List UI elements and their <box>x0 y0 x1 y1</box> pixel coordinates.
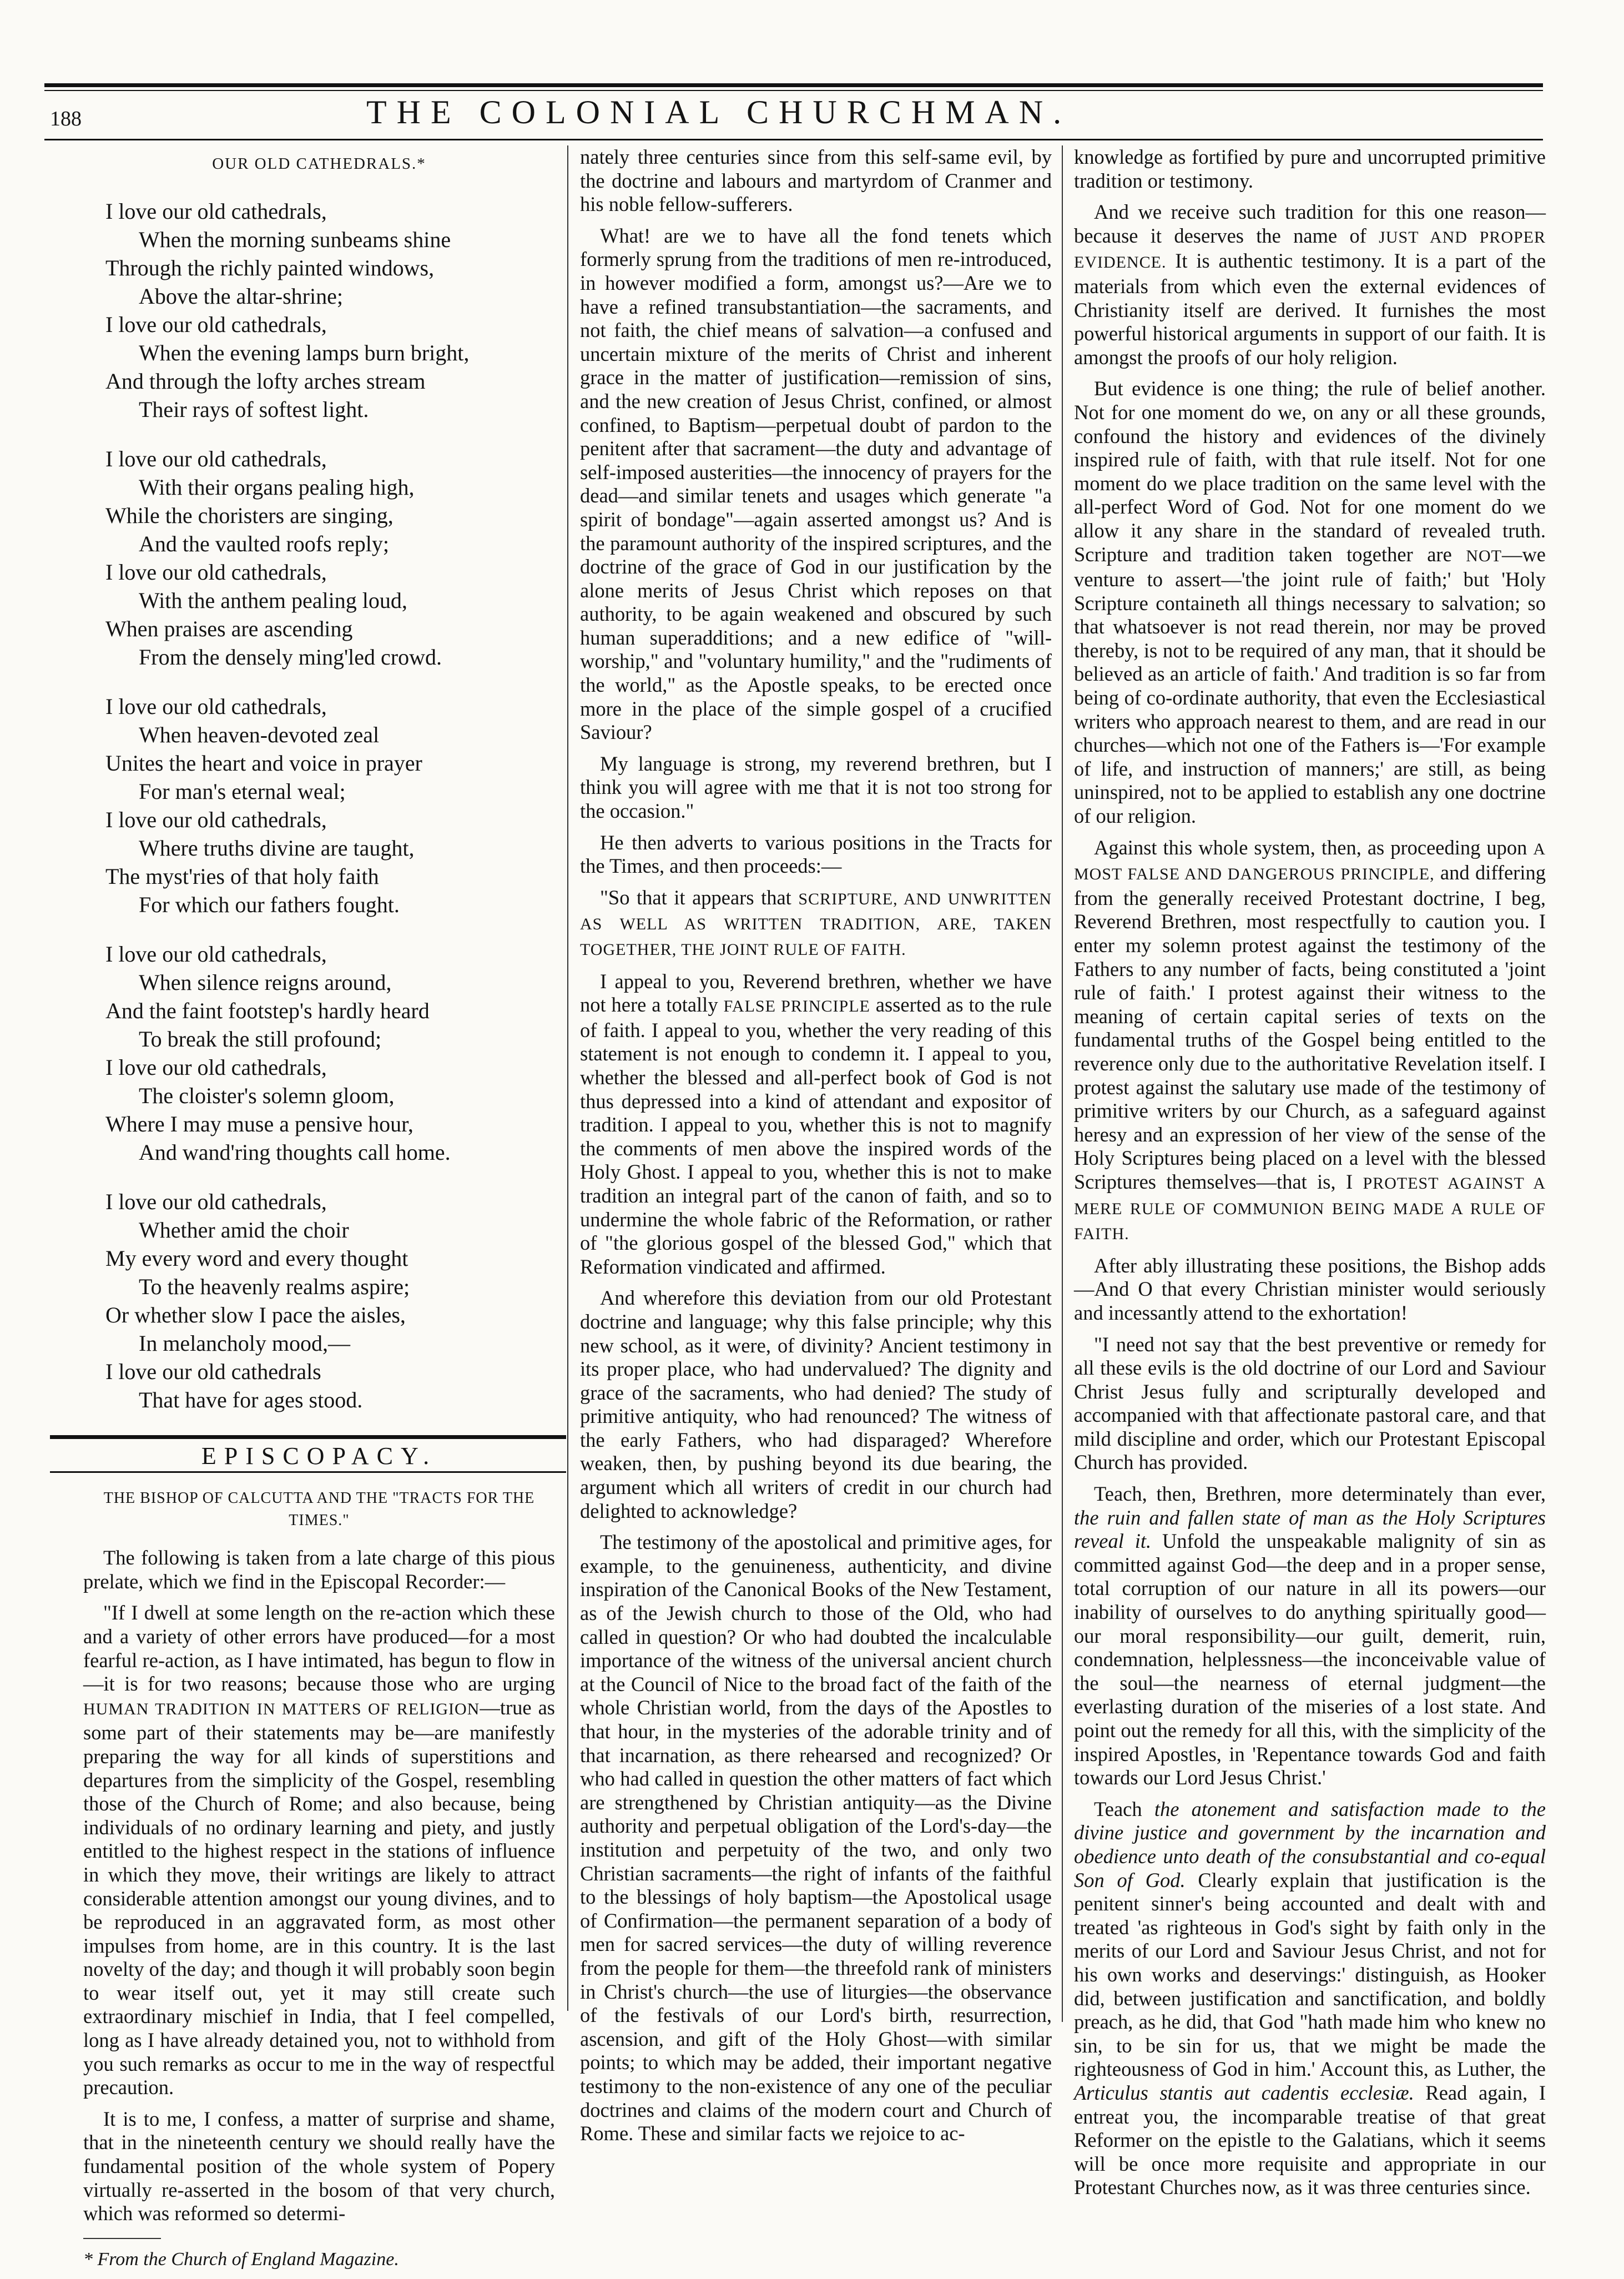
poem-line: For man's eternal weal; <box>139 778 346 804</box>
column-divider <box>567 145 568 2011</box>
paragraph: "I need not say that the best preventive or remedy for all these evils is the old doctrine of our Lord and Saviour Christ Jesus fully and scripturally developed and accompanied with that affectionate pastoral care, and that mild discipline and order, which our Protestant Episcopal Church has provided. <box>1074 1332 1546 1474</box>
column-1 <box>83 145 555 2279</box>
paragraph: It is to me, I confess, a matter of surprise and shame, that in the nineteenth century we should really have the fundamental position of the whole system of Popery virtually re-asserted in the bosom of that very church, which was reformed so determi- <box>83 2107 555 2225</box>
paragraph: The following is taken from a late charge of this pious prelate, which we find in the Episcopal Recorder:— <box>83 1546 555 1593</box>
poem-line: And through the lofty arches stream <box>105 368 426 394</box>
header-rule <box>44 83 1543 87</box>
poem-line: I love our old cathedrals, <box>105 311 327 337</box>
article-subheading: THE BISHOP OF CALCUTTA AND THE "TRACTS FOR THE TIMES." <box>103 1490 535 1530</box>
paragraph: He then adverts to various positions in the Tracts for the Times, and then proceeds:— <box>580 831 1052 878</box>
paragraph: knowledge as fortified by pure and uncorrupted primitive tradition or testimony. <box>1074 145 1546 192</box>
footnote: * From the Church of England Magazine. <box>83 2248 399 2270</box>
paragraph: I appeal to you, Reverend brethren, whether we have not here a totally FALSE PRINCIPLE asserted as to the rule of faith. I appeal to you, whether the very reading of this statement is not enough to condemn it. I appeal to you, whether the blessed and all-perfect book of God is not thus depressed into a kind of attendant and expositor of tradition. I appeal to you, whether this is not to magnify the comments of men above the inspired words of the Holy Ghost. I appeal to you, whether this is not to make tradition an integral part of the canon of faith, and so to undermine the whole fabric of the Reformation, or rather of "the glorious gospel of the blessed God," which that Reformation vindicated and affirmed. <box>580 969 1052 1278</box>
poem-line: When heaven-devoted zeal <box>139 722 380 747</box>
poem-line: To the heavenly realms aspire; <box>139 1274 410 1299</box>
poem-line: I love our old cathedrals, <box>105 1189 327 1214</box>
paragraph: nately three centuries since from this self-same evil, by the doctrine and labours and martyrdom of Cranmer and his noble fellow-sufferers. <box>580 145 1052 216</box>
header-rule-thin <box>44 90 1543 91</box>
poem-line: My every word and every thought <box>105 1245 408 1271</box>
column-3 <box>1074 145 1546 2207</box>
poem-line: From the densely ming'led crowd. <box>139 644 442 670</box>
poem-line: That have for ages stood. <box>139 1387 363 1412</box>
poem-line: Through the richly painted windows, <box>105 255 435 280</box>
poem-line: Where truths divine are taught, <box>139 835 415 861</box>
section-rule <box>50 1471 566 1473</box>
poem-line: When the morning sunbeams shine <box>139 227 451 252</box>
paragraph: My language is strong, my reverend brethren, but I think you will agree with me that it is not too strong for the occasion." <box>580 752 1052 823</box>
poem-line: I love our old cathedrals, <box>105 693 327 719</box>
paragraph: The testimony of the apostolical and primitive ages, for example, to the genuineness, authenticity, and divine inspiration of the Canonical Books of the New Testament, as of the Jewish church to those of the Old, who had called in question? Or who had doubted the incalculable importance of the witness of the universal ancient church at the Council of Nice to the broad fact of the faith of the whole Christian world, from the days of the Apostles to that hour, in the mysteries of the adorable trinity and of that incarnation, as there rehearsed and recognized? Or who had called in question the other matters of fact which are strengthened by Christian antiquity—as the Divine authority and perpetual obligation of the Lord's-day—the institution and perpetuity of the two, and only two Christian sacraments—the right of infants of the faithful to the blessings of holy baptism—the Apostolical usage of Confirmation—the permanent separation of a body of men for sacred services—the duty of willing reverence from the people for them—the threefold rank of ministers in Christ's church—the use of liturgies—the observance of the festivals of our Lord's birth, resurrection, ascension, and gift of the Holy Ghost—with similar points; to which may be added, their important negative testimony to the non-existence of any one of the peculiar doctrines and claims of the modern court and Church of Rome. These and similar facts we rejoice to ac- <box>580 1531 1052 2145</box>
poem-line: For which our fathers fought. <box>139 892 400 917</box>
poem-line: Whether amid the choir <box>139 1217 349 1242</box>
section-title: EPISCOPACY. <box>201 1442 437 1470</box>
poem-line: I love our old cathedrals, <box>105 446 327 471</box>
poem-stanza <box>105 692 555 919</box>
paragraph: Teach, then, Brethren, more determinately than ever, the ruin and fallen state of man as the Holy Scriptures reveal it. Unfold the unspeakable malignity of sin as committed against God—the deep and in a proper sense, total corruption of our nature in all its powers—our inability of ourselves to do anything spiritually good—our moral responsibility—our guilt, demerit, ruin, condemnation, helplessness—the inconceivable value of the soul—the nearness of eternal judgment—the everlasting duration of the miseries of a lost state. And point out the remedy for all this, with the simplicity of the inspired Apostles, in 'Repentance towards God and faith towards our Lord Jesus Christ.' <box>1074 1482 1546 1789</box>
masthead-title: THE COLONIAL CHURCHMAN. <box>366 94 1072 130</box>
poem-line: I love our old cathedrals, <box>105 559 327 585</box>
paragraph: After ably illustrating these positions, the Bishop adds—And O that every Christian minister would seriously and incessantly attend to the exhortation! <box>1074 1254 1546 1324</box>
poem-line: I love our old cathedrals, <box>105 941 327 967</box>
poem-line: I love our old cathedrals, <box>105 807 327 832</box>
poem-line: I love our old cathedrals, <box>105 198 327 224</box>
paragraph: "So that it appears that SCRIPTURE, AND UNWRITTEN AS WELL AS WRITTEN TRADITION, ARE, TAKEN TOGETHER, THE JOINT RULE OF FAITH. <box>580 886 1052 959</box>
paragraph: And wherefore this deviation from our old Protestant doctrine and language; why this false principle; why this new school, as it were, of divinity? Ancient testimony in its proper place, who had undervalued? The dignity and grace of the sacraments, who had denied? The study of primitive antiquity, who had renounced? The witness of the early Fathers, who had disparaged? Wherefore weaken, then, by pushing beyond its due bearing, the argument which all writers of credit in our church had delighted to acknowledge? <box>580 1286 1052 1522</box>
paragraph: What! are we to have all the fond tenets which formerly sprung from the traditions of men re-introduced, in however modified a form, amongst us?—Are we to have a refined transubstantiation—the sacraments, and not faith, the chief means of salvation—a confused and uncertain mixture of the merits of Christ and inherent grace in the matter of justification—remission of sins, and the new creation of Jesus Christ, confined, or almost confined, to Baptism—perpetual doubt of pardon to the penitent after that sacrament—the duty and advantage of self-imposed austerities—the innocency of prayers for the dead—and similar tenets and usages which generate "a spirit of bondage"—again asserted amongst us? And is the paramount authority of the inspired scriptures, and the doctrine of the grace of God in our justification by the alone merits of Jesus Christ which reposes on that authority, to be again weakened and obscured by such human superadditions; and a new edifice of "will-worship," and "voluntary humility," and the "rudiments of the world," as the Apostle speaks, to be erected once more in the place of the simple gospel of a crucified Saviour? <box>580 224 1052 744</box>
poem-line: Or whether slow I pace the aisles, <box>105 1302 406 1327</box>
poem-line: With their organs pealing high, <box>139 474 415 500</box>
poem-title: OUR OLD CATHEDRALS.* <box>212 155 426 173</box>
paragraph: "If I dwell at some length on the re-action which these and a variety of other errors have produced—for a most fearful re-action, as I have intimated, has begun to flow in—it is for two reasons; because those who are urging HUMAN TRADITION IN MATTERS OF RELIGION—true as some part of their statements may be—are manifestly preparing the way for all kinds of superstitions and departures from the simplicity of the Gospel, resembling those of the Church of Rome; and also because, being individuals of no ordinary learning and piety, and justly entitled to the highest respect in the stations of influence in which they move, their writings are likely to attract considerable attention amongst our young divines, and to be reproduced in an aggravated form, as most other impulses from home, are in this country. It is the last novelty of the day; and though it will probably soon begin to wear itself out, yet it may still create such extraordinary mischief in India, that I feel compelled, long as I have already detained you, not to withhold from you such remarks as occur to me in the way of respectful precaution. <box>83 1601 556 2099</box>
section-rule <box>50 1435 566 1439</box>
poem-line: Their rays of softest light. <box>139 396 369 422</box>
poem-stanza <box>105 197 555 424</box>
masthead-rule <box>44 139 1543 140</box>
poem-line: The cloister's solemn gloom, <box>139 1083 395 1108</box>
poem-line: With the anthem pealing loud, <box>139 587 407 613</box>
poem-line: When praises are ascending <box>105 616 353 641</box>
poem-line: While the choristers are singing, <box>105 502 394 528</box>
poem-line: And wand'ring thoughts call home. <box>139 1139 451 1165</box>
poem-line: In melancholy mood,— <box>139 1330 351 1356</box>
poem-line: When the evening lamps burn bright, <box>139 340 470 365</box>
poem-line: When silence reigns around, <box>139 969 392 995</box>
poem-line: Above the altar-shrine; <box>139 283 343 309</box>
poem-line: I love our old cathedrals, <box>105 1054 327 1080</box>
footnote-rule <box>83 2238 161 2239</box>
poem-line: I love our old cathedrals <box>105 1359 321 1384</box>
column-2 <box>580 145 1052 2154</box>
poem-line: And the faint footstep's hardly heard <box>105 998 430 1023</box>
poem-line: To break the still profound; <box>139 1026 382 1052</box>
poem-line: Where I may muse a pensive hour, <box>105 1111 413 1136</box>
poem-stanza <box>105 445 555 671</box>
paragraph: And we receive such tradition for this one reason—because it deserves the name of JUST AND PROPER EVIDENCE. It is authentic testimony. It is a part of the materials from which even the external evidences of Christianity itself are derived. It furnishes the most powerful historical arguments in support of our faith. It is amongst the proofs of our holy religion. <box>1074 200 1546 369</box>
page-number: 188 <box>50 107 82 130</box>
column-divider <box>1062 145 1063 2022</box>
poem-stanza <box>105 940 555 1166</box>
poem-line: The myst'ries of that holy faith <box>105 863 379 889</box>
paragraph: Teach the atonement and satisfaction made to the divine justice and government by the incarnation and obedience unto death of the consubstantial and co-equal Son of God. Clearly explain that justification is the penitent sinner's being accounted and dealt with and treated 'as righteous in God's sight by faith only in the merits of our Lord and Saviour Jesus Christ, and not for his own works and deservings:' distinguish, as Hooker did, between justification and sanctification, and boldly preach, as he did, that God "hath made him who knew no sin, to be sin for us, that we might be made the righteousness of God in him.' Account this, as Luther, the Articulus stantis aut cadentis ecclesiæ. Read again, I entreat you, the incomparable treatise of that great Reformer on the epistle to the Galatians, which it seems will be once more requisite and appropriate in our Protestant Churches now, as it was three centuries since. <box>1074 1797 1546 2199</box>
poem-line: And the vaulted roofs reply; <box>139 531 389 556</box>
poem-stanza <box>105 1188 555 1414</box>
paragraph: But evidence is one thing; the rule of belief another. Not for one moment do we, on any or all these grounds, confound the history and evidences of the divinely inspired rule of faith, with that rule itself. Not for one moment do we place tradition on the same level with the all-perfect Word of God. Not for one moment do we allow it any share in the standard of revealed truth. Scripture and tradition taken together are NOT—we venture to assert—'the joint rule of faith;' but 'Holy Scripture containeth all things necessary to salvation; so that whatsoever is not read therein, nor may be proved thereby, is not to be required of any man, that it should be believed as an article of faith.' And tradition is so far from being of co-ordinate authority, that even the Ecclesiastical writers who approach nearest to them, and are read in our churches—which not one of the Fathers is—'For example of life, and instruction of manners;' are still, as being uninspired, not to be applied to establish any one doctrine of our religion. <box>1074 377 1546 828</box>
poem-line: Unites the heart and voice in prayer <box>105 750 422 776</box>
paragraph: Against this whole system, then, as proceeding upon A MOST FALSE AND DANGEROUS PRINCIPLE, and differing from the generally received Protestant doctrine, I beg, Reverend Brethren, most respectfully to caution you. I enter my solemn protest against the testimony of the Fathers to any number of facts, being constituted a 'joint rule of faith.' I protest against their witness to the meaning of certain capital series of texts on the fundamental truths of the Gospel being entitled to the reverence only due to the authoritative Revelation itself. I protest against the salutary use made of the testimony of primitive writers by our Church, as a safeguard against heresy and an expression of her view of the sense of the Holy Scriptures being placed on a level with the blessed Scriptures themselves—that is, I PROTEST AGAINST A MERE RULE OF COMMUNION BEING MADE A RULE OF FAITH. <box>1074 836 1546 1244</box>
